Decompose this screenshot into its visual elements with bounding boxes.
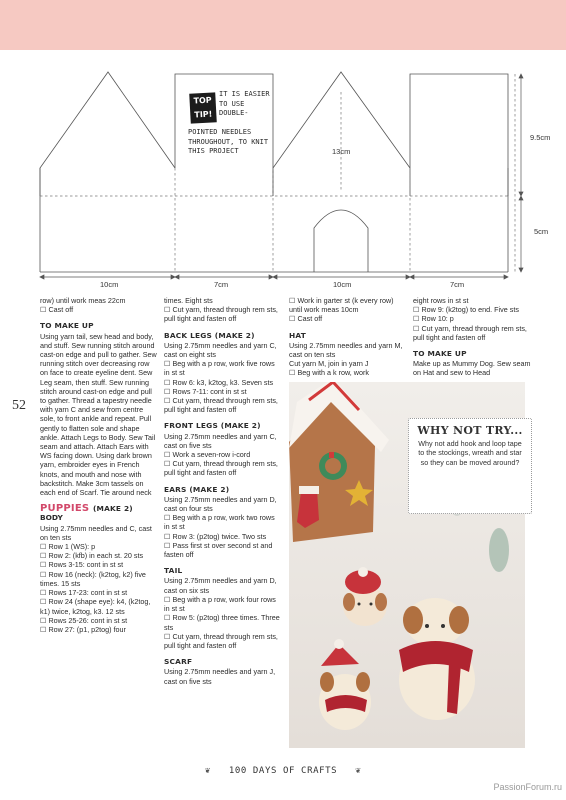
house-template-diagram <box>0 58 566 288</box>
puppies-heading <box>40 504 158 513</box>
col1-intro: row) until work meas 22cm <box>40 296 126 305</box>
instruction-line: ☐ Pass first st over second st and fasten off <box>164 540 273 560</box>
front-legs-heading: FRONT LEGS (MAKE 2) <box>164 421 261 431</box>
why-not-try-title: WHY NOT TRY... <box>417 424 523 437</box>
instruction-line: Cut yarn M, join in yarn J <box>289 359 369 369</box>
top-tip-text-a: IT IS EASIER TO USE DOUBLE- <box>219 90 270 117</box>
scarf-heading: SCARF <box>164 657 193 667</box>
instruction-line: ☐ Cut yarn, thread through rem sts, pull tight and fasten off <box>164 631 278 650</box>
puppies-title: PUPPIES <box>40 503 90 515</box>
instruction-line: ☐ Work a seven-row i-cord <box>164 450 251 460</box>
instruction-line: ☐ Row 10: p <box>413 314 454 324</box>
column-1 <box>40 296 158 634</box>
ears-heading: EARS (MAKE 2) <box>164 484 230 494</box>
dim-label-w3: 10cm <box>333 280 352 288</box>
dim-label-w2: 7cm <box>214 280 229 288</box>
instruction-line: ☐ Cut yarn, thread through rem sts, pull tight and fasten off <box>413 323 527 342</box>
back-legs-instructions <box>164 341 282 415</box>
body-heading: BODY <box>40 513 63 523</box>
col1-intro2: ☐ Cast off <box>40 305 74 315</box>
page-number: 52 <box>12 398 26 413</box>
instruction-line: ☐ Row 3: (p2tog) twice. Two sts <box>164 531 267 541</box>
instruction-line: ☐ Row 27: (p1, p2tog) four <box>40 624 126 634</box>
instruction-line: ☐ Beg with a p row, work four rows in st st <box>164 594 276 614</box>
puppies-make-count: (MAKE 2) <box>92 504 133 514</box>
back-legs-heading: BACK LEGS (MAKE 2) <box>164 330 255 340</box>
instruction-line: ☐ Row 9: (k2tog) to end. Five sts <box>413 305 519 315</box>
instruction-line: Using 2.75mm needles and yarn J, cast on five sts <box>164 667 276 686</box>
instruction-line: ☐ Cut yarn, thread through rem sts, pull tight and fasten off <box>164 305 278 324</box>
col4-to-make-up-body: Make up as Mummy Dog. Sew seam on Hat and sew to Head <box>413 359 531 378</box>
instruction-line: ☐ Beg with a k row, work <box>289 368 369 378</box>
instruction-line: Using 2.75mm needles and yarn D, cast on six sts <box>164 576 277 595</box>
instruction-line: ☐ Cut yarn, thread through rem sts, pull tight and fasten off <box>164 459 278 478</box>
top-tip-badge-line1: TOP <box>193 95 212 106</box>
instruction-line: ☐ Beg with a p row, work two rows in st st <box>164 513 275 532</box>
instruction-line: ☐ Row 6: k3, k2tog, k3. Seven sts <box>164 377 274 387</box>
page-footer <box>0 766 566 776</box>
why-not-try-callout <box>408 418 532 514</box>
instruction-line: ☐ Row 16 (neck): (k2tog, k2) five times. 15 sts <box>40 569 146 588</box>
tail-heading: TAIL <box>164 566 183 576</box>
instruction-line: Using 2.75mm needles and yarn C, cast on eight sts <box>164 340 277 360</box>
instruction-line: ☐ Rows 3-15: cont in st st <box>40 560 124 570</box>
top-tip-callout <box>187 90 271 160</box>
body-instructions <box>40 524 158 634</box>
ears-instructions <box>164 495 282 559</box>
instruction-line: ☐ Rows 7-11: cont in st st <box>164 386 247 396</box>
instruction-line: ☐ Cast off <box>289 314 323 324</box>
instruction-line: Using 2.75mm needles and C, cast on ten sts <box>40 523 152 542</box>
dim-label-h-top: 9.5cm <box>530 133 551 142</box>
dim-label-w4: 7cm <box>450 280 465 288</box>
instruction-line: Using 2.75mm needles and yarn M, cast on ten sts <box>289 340 403 360</box>
dim-label-center: 13cm <box>332 147 351 156</box>
instruction-line: ☐ Work in garter st (k every row) until work meas 10cm <box>289 296 394 315</box>
instruction-line: Using 2.75mm needles and yarn D, cast on four sts <box>164 494 277 514</box>
col2-intro <box>164 296 282 324</box>
top-decorative-band <box>0 0 566 50</box>
col4-intro <box>413 296 533 342</box>
top-tip-text-b: POINTED NEEDLES THROUGHOUT, TO KNIT THIS PROJECT <box>188 128 269 155</box>
instruction-line: ☐ Row 1 (WS): p <box>40 542 96 552</box>
hat-instructions <box>289 341 407 378</box>
column-3 <box>289 296 407 378</box>
instruction-line: ☐ Rows 25-26: cont in st st <box>40 615 128 625</box>
dim-label-h-bottom: 5cm <box>534 227 549 236</box>
col3-intro <box>289 296 407 324</box>
leaf-icon-right: ❦ <box>355 766 362 776</box>
instruction-line: ☐ Row 2: (kfb) in each st. 20 sts <box>40 551 144 561</box>
column-2 <box>164 296 282 686</box>
tail-instructions <box>164 576 282 650</box>
top-tip-badge <box>189 92 217 123</box>
why-not-try-body: Why not add hook and loop tape to the stockings, wreath and star so they can be moved around? <box>418 439 522 467</box>
instruction-line: eight rows in st st <box>413 296 469 305</box>
instruction-line: Using 2.75mm needles and yarn C, cast on five sts <box>164 431 277 450</box>
column-4 <box>413 296 533 378</box>
leaf-icon-left: ❦ <box>204 766 211 776</box>
instruction-line: ☐ Cut yarn, thread through rem sts, pull tight and fasten off <box>164 396 278 415</box>
col1-to-make-up-body: Using yarn tail, sew head and body, and stuff. Sew running stitch around cast-on edge and pull to gather. Sew running stitch over decreasing row on face to create eyeline dent. Sew Leg seam, then stuff. Sew running stitch around cast-on edge and pull to gather. Thread a tapestry needle with yarn C and sew from centre sole, to front ankle and repeat. Pull gently to flatten sole and shape ankle. Attach Legs to Body. Sew Tail seam and attach. Attach Ears with WS facing down. Using dark brown yarn, embroider eyes in French knots, and mouth and nose with backstitch. Make 3cm tassels on each end of Scarf. Tie around neck <box>40 331 157 498</box>
instruction-line: ☐ Row 5: (p2tog) three times. Three sts <box>164 613 280 632</box>
top-tip-badge-line2: TIP! <box>194 109 213 120</box>
instruction-line: times. Eight sts <box>164 296 213 305</box>
col1-to-make-up-heading: TO MAKE UP <box>40 321 94 331</box>
col4-to-make-up-heading: TO MAKE UP <box>413 349 467 359</box>
scallop-border <box>0 44 566 54</box>
instruction-line: ☐ Row 24 (shape eye): k4, (k2tog, k1) twice, k2tog, k3. 12 sts <box>40 597 151 616</box>
watermark: PassionForum.ru <box>493 782 562 792</box>
footer-title: 100 DAYS OF CRAFTS <box>228 766 338 776</box>
hat-heading: HAT <box>289 330 306 340</box>
dim-label-w1: 10cm <box>100 280 119 288</box>
instruction-line: ☐ Beg with a p row, work five rows in st st <box>164 359 275 378</box>
front-legs-instructions <box>164 432 282 478</box>
instruction-line: ☐ Rows 17-23: cont in st st <box>40 588 128 598</box>
scarf-instructions <box>164 667 282 685</box>
